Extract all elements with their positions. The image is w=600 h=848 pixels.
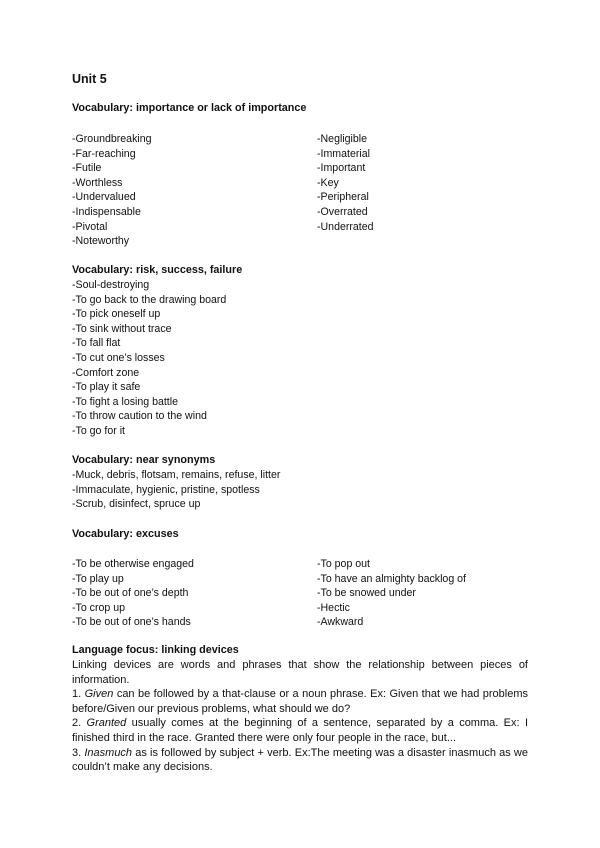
heading-linking: Language focus: linking devices: [72, 644, 239, 656]
importance-left-list: [72, 132, 152, 249]
point-keyword: Inasmuch: [84, 746, 133, 759]
point-number: 3.: [72, 746, 85, 759]
list-item: -Overrated: [317, 205, 368, 218]
risk-list: [72, 278, 226, 439]
point-text: can be followed by a that-clause or a noun phrase. Ex: Given that we had problems before/Given our previous problems, what should we do?: [72, 688, 528, 715]
list-item: -Comfort zone: [72, 366, 140, 379]
list-item: -To go for it: [72, 424, 125, 437]
list-item: -To have an almighty backlog of: [317, 572, 466, 585]
linking-point-1: [72, 687, 528, 716]
heading-risk: Vocabulary: risk, success, failure: [72, 264, 243, 276]
list-item: -To go back to the drawing board: [72, 293, 227, 306]
list-item: -Peripheral: [317, 191, 369, 204]
list-item: -Far-reaching: [72, 147, 136, 160]
linking-point-2: [72, 716, 528, 745]
list-item: -To cut one’s losses: [72, 351, 165, 364]
list-item: -To sink without trace: [72, 322, 172, 335]
list-item: -To pick oneself up: [72, 308, 161, 321]
list-item: -To be otherwise engaged: [72, 558, 194, 570]
list-item: -To play up: [72, 572, 124, 585]
list-item: -Groundbreaking: [72, 133, 152, 145]
excuses-right-list: [317, 557, 466, 630]
excuses-left-list: [72, 557, 194, 630]
list-item: -Scrub, disinfect, spruce up: [72, 498, 201, 511]
list-item: -To fight a losing battle: [72, 395, 178, 408]
list-item: -To throw caution to the wind: [72, 410, 207, 423]
list-item: -Underrated: [317, 220, 374, 233]
list-item: -To crop up: [72, 601, 125, 614]
linking-intro: Linking devices are words and phrases that show the relationship between pieces of information.: [72, 659, 528, 686]
list-item: -Soul-destroying: [72, 279, 150, 291]
point-text: as is followed by subject + verb. Ex:The meeting was a disaster inasmuch as we couldn’t make any decisions.: [72, 746, 528, 774]
heading-excuses: Vocabulary: excuses: [72, 528, 179, 540]
list-item: -Muck, debris, flotsam, remains, refuse, litter: [72, 469, 281, 481]
list-item: -Immaculate, hygienic, pristine, spotless: [72, 483, 260, 496]
linking-point-3: [72, 746, 528, 775]
heading-synonyms: Vocabulary: near synonyms: [72, 454, 216, 466]
linking-body: [72, 658, 528, 775]
list-item: -Indispensable: [72, 205, 141, 218]
list-item: -To fall flat: [72, 337, 121, 350]
list-item: -To pop out: [317, 558, 371, 570]
point-keyword: Given: [84, 688, 114, 701]
heading-importance: Vocabulary: importance or lack of importance: [72, 102, 307, 114]
list-item: -Undervalued: [72, 191, 136, 204]
point-text: usually comes at the beginning of a sentence, separated by a comma. Ex: I finished third in the race. Granted there were only four people in the race, but...: [72, 717, 528, 744]
list-item: -Futile: [72, 162, 102, 175]
list-item: -Key: [317, 176, 339, 189]
point-number: 1.: [72, 688, 85, 701]
list-item: -Hectic: [317, 601, 350, 614]
list-item: -To be snowed under: [317, 587, 416, 600]
list-item: -To be out of one’s hands: [72, 616, 191, 629]
list-item: -Worthless: [72, 176, 123, 189]
page-title: Unit 5: [72, 72, 107, 86]
list-item: -Immaterial: [317, 147, 370, 160]
importance-right-list: [317, 132, 374, 234]
list-item: -Important: [317, 162, 366, 175]
list-item: -Negligible: [317, 133, 368, 145]
list-item: -To play it safe: [72, 381, 141, 394]
point-keyword: Granted: [86, 717, 127, 730]
point-number: 2.: [72, 717, 87, 730]
list-item: -Noteworthy: [72, 235, 130, 248]
list-item: -Awkward: [317, 616, 364, 629]
synonyms-list: [72, 468, 280, 512]
list-item: -To be out of one’s depth: [72, 587, 189, 600]
list-item: -Pivotal: [72, 220, 108, 233]
